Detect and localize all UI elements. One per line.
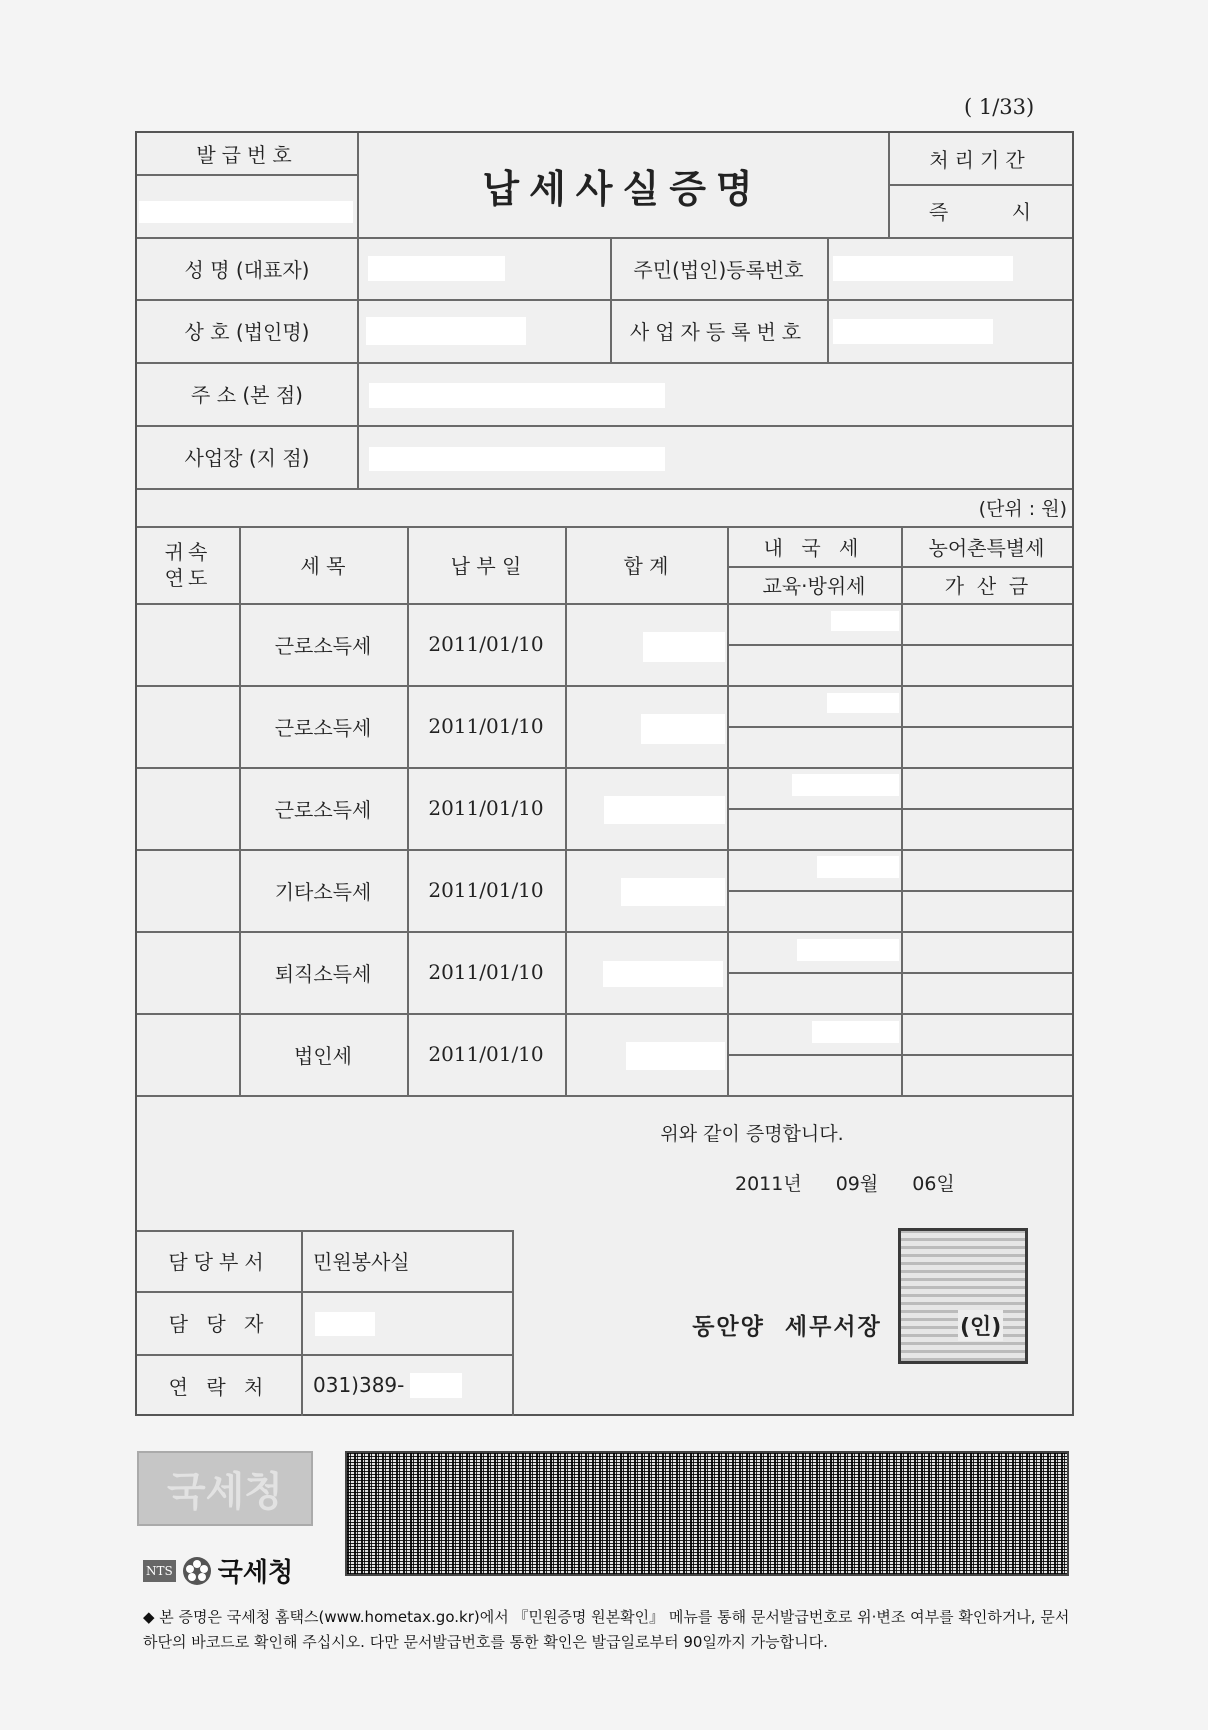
row-6-tax-item: 법인세 bbox=[294, 1043, 352, 1068]
person-in-charge-label: 담 당 자 bbox=[168, 1312, 270, 1336]
col-education-tax-header: 교육·방위세 bbox=[762, 574, 866, 598]
nts-emblem-box: 국세청 bbox=[137, 1451, 313, 1526]
redacted-address bbox=[369, 383, 665, 408]
redacted-row-5-national bbox=[797, 939, 899, 961]
row-2-tax-item: 근로소득세 bbox=[274, 715, 372, 740]
redacted-phone bbox=[410, 1373, 462, 1398]
redacted-row-2-national bbox=[827, 693, 899, 713]
seal-mark: (인) bbox=[958, 1310, 1003, 1341]
col-year-header: 귀속 연도 bbox=[164, 539, 212, 590]
unit-note: (단위 : 원) bbox=[978, 497, 1067, 520]
processing-period-label: 처리기간 bbox=[929, 148, 1031, 172]
redacted-row-3-national bbox=[792, 774, 899, 796]
department-value: 민원봉사실 bbox=[313, 1250, 410, 1274]
row-1-date: 2011/01/10 bbox=[428, 632, 544, 656]
nts-flower-icon bbox=[182, 1556, 212, 1586]
redacted-person-name bbox=[315, 1312, 375, 1336]
trade-name-label: 상 호 (법인명) bbox=[184, 320, 310, 344]
certificate-form bbox=[135, 131, 1074, 1416]
row-4-tax-item: 기타소득세 bbox=[274, 879, 372, 904]
name-label: 성 명 (대표자) bbox=[184, 257, 310, 282]
issue-year: 2011년 bbox=[735, 1173, 802, 1195]
redacted-row-3-total bbox=[604, 796, 725, 824]
redacted-issue-number bbox=[139, 201, 353, 223]
issue-month: 09월 bbox=[835, 1173, 879, 1195]
row-5-tax-item: 퇴직소득세 bbox=[274, 961, 372, 986]
redacted-business-number bbox=[833, 319, 993, 344]
redacted-workplace bbox=[369, 447, 665, 471]
redacted-row-2-total bbox=[641, 714, 725, 744]
col-surcharge-header: 가 산 금 bbox=[944, 574, 1029, 598]
phone-value: 031)389- bbox=[313, 1373, 405, 1397]
department-label: 담당부서 bbox=[168, 1250, 270, 1274]
nts-logo bbox=[143, 1552, 293, 1589]
redacted-row-4-total bbox=[621, 878, 725, 906]
tax-office-name: 동안양 세무서장 bbox=[692, 1313, 882, 1340]
col-rural-tax-header: 농어촌특별세 bbox=[928, 535, 1045, 560]
col-total-header: 합 계 bbox=[623, 554, 669, 578]
col-payment-date-header: 납 부 일 bbox=[450, 554, 522, 578]
phone-label: 연 락 처 bbox=[168, 1374, 270, 1399]
registration-number-label: 주민(법인)등록번호 bbox=[633, 257, 804, 282]
col-tax-item-header: 세 목 bbox=[300, 554, 346, 578]
issue-date bbox=[735, 1169, 955, 1196]
nts-logo-tag: NTS bbox=[143, 1560, 176, 1582]
redacted-registration-number bbox=[833, 256, 1013, 281]
verification-footnote: ◆ 본 증명은 국세청 홈택스(www.hometax.go.kr)에서 『민원증명 원본확인』 메뉴를 통해 문서발급번호로 위·변조 여부를 확인하거나, 문서 하단의 바코드로 확인해 주십시오. 다만 문서발급번호를 통한 확인은 발급일로부터 90일까지 가능합니다. bbox=[143, 1608, 1070, 1651]
redacted-row-5-total bbox=[603, 961, 723, 987]
row-1-tax-item: 근로소득세 bbox=[274, 633, 372, 658]
redacted-row-1-national bbox=[831, 611, 899, 631]
workplace-label: 사업장 (지 점) bbox=[184, 446, 310, 470]
address-label: 주 소 (본 점) bbox=[191, 383, 303, 407]
document-title: 납세사실증명 bbox=[482, 166, 763, 211]
row-5-date: 2011/01/10 bbox=[428, 960, 544, 984]
business-number-label: 사업자등록번호 bbox=[629, 320, 808, 344]
certify-text: 위와 같이 증명합니다. bbox=[660, 1122, 844, 1145]
row-4-date: 2011/01/10 bbox=[428, 878, 544, 902]
redacted-row-1-total bbox=[643, 632, 725, 662]
redacted-name bbox=[368, 256, 505, 281]
issue-day: 06일 bbox=[912, 1173, 955, 1195]
row-6-date: 2011/01/10 bbox=[428, 1042, 544, 1066]
nts-logo-name: 국세청 bbox=[217, 1558, 294, 1588]
redacted-row-4-national bbox=[817, 856, 899, 878]
row-3-tax-item: 근로소득세 bbox=[274, 797, 372, 822]
redacted-trade-name bbox=[366, 317, 526, 345]
col-national-tax-header: 내 국 세 bbox=[763, 535, 865, 560]
issue-number-label: 발급번호 bbox=[196, 143, 298, 167]
redacted-row-6-total bbox=[626, 1042, 725, 1070]
document-barcode[interactable] bbox=[345, 1451, 1069, 1576]
processing-period-value: 즉 시 bbox=[928, 200, 1032, 224]
row-2-date: 2011/01/10 bbox=[428, 714, 544, 738]
redacted-row-6-national bbox=[812, 1021, 899, 1043]
row-3-date: 2011/01/10 bbox=[428, 796, 544, 820]
official-seal-stamp bbox=[898, 1228, 1028, 1364]
page-number: ( 1/33) bbox=[964, 95, 1035, 119]
